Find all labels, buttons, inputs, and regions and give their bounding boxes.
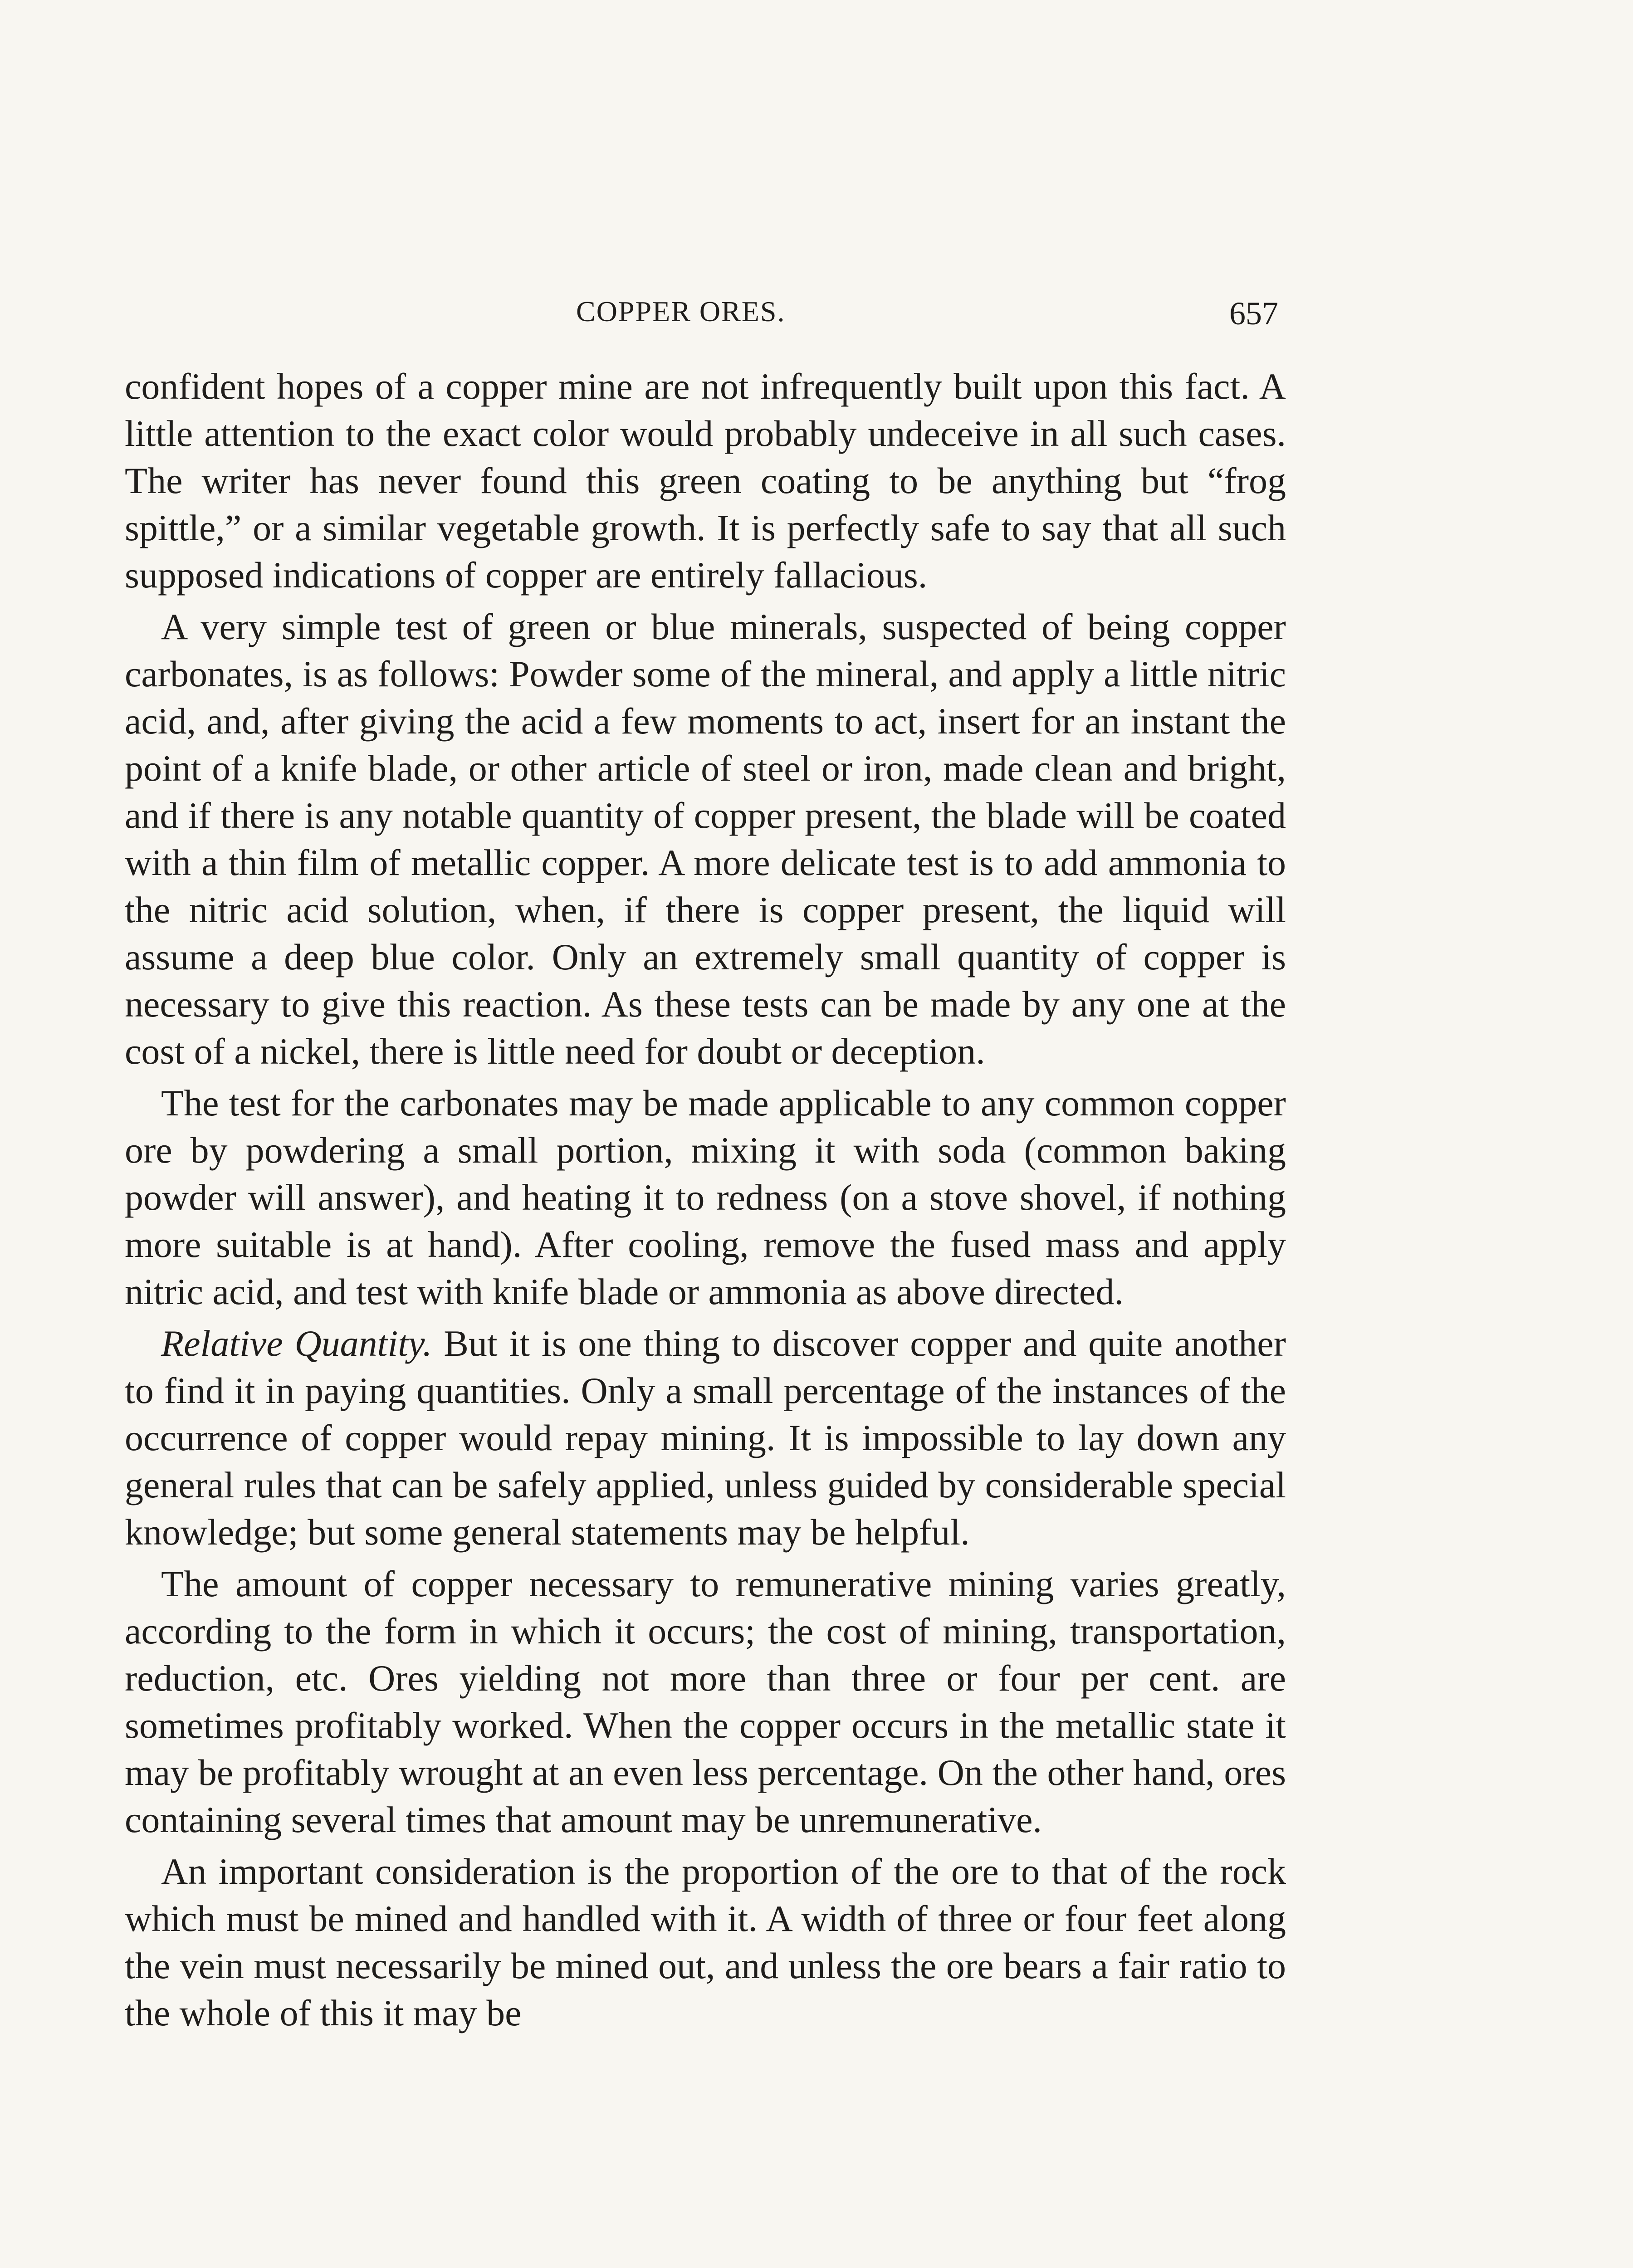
- paragraph-relative-quantity-text: But it is one thing to discover copper and quite another to find it in paying quantities. Only a small percentage of the instances of the occurrence of copper would repay mining. It is impossible to lay down any general rules that can be safely applied, unless guided by considerable special knowledge; but some general statements may be helpful.: [125, 1323, 1286, 1553]
- paragraph-amount-of-copper: The amount of copper necessary to remunerative mining varies greatly, according to the form in which it occurs; the cost of mining, transportation, reduction, etc. Ores yielding not more than three or four per cent. are sometimes profitably worked. When the copper occurs in the metallic state it may be profitably wrought at an even less percentage. On the other hand, ores containing several times that amount may be unremunerative.: [125, 1563, 1286, 1840]
- page-number: 657: [1229, 295, 1278, 332]
- paragraph-simple-test: A very simple test of green or blue minerals, suspected of being copper carbonates, is as follows: Powder some of the mineral, and apply a little nitric acid, and, after giving the acid a few moments to act, insert for an instant the point of a knife blade, or other article of steel or iron, made clean and bright, and if there is any notable quantity of copper present, the blade will be coated with a thin film of metallic copper. A more delicate test is to add ammonia to the nitric acid solution, when, if there is copper present, the liquid will assume a deep blue color. Only an extremely small quantity of copper is necessary to give this reaction. As these tests can be made by any one at the cost of a nickel, there is little need for doubt or deception.: [125, 606, 1286, 1072]
- body-text: [125, 363, 1286, 2037]
- paragraph-ore-proportion: An important consideration is the proportion of the ore to that of the rock which must be mined and handled with it. A width of three or four feet along the vein must necessarily be mined out, and unless the ore bears a fair ratio to the whole of this it may be: [125, 1851, 1286, 2033]
- section-heading-relative-quantity: Relative Quantity.: [161, 1323, 432, 1364]
- paragraph-continuation: confident hopes of a copper mine are not infrequently built upon this fact. A little attention to the exact color would probably undeceive in all such cases. The writer has never found this green coating to be anything but “frog spittle,” or a similar vegetable growth. It is perfectly safe to say that all such supposed indications of copper are entirely fallacious.: [125, 366, 1286, 596]
- paragraph-relative-quantity: [125, 1320, 1286, 1556]
- paragraph-carbonate-test: The test for the carbonates may be made applicable to any common copper ore by powdering a small portion, mixing it with soda (common baking powder will answer), and heating it to redness (on a stove shovel, if nothing more suitable is at hand). After cooling, remove the fused mass and apply nitric acid, and test with knife blade or ammonia as above directed.: [125, 1082, 1286, 1312]
- running-head: COPPER ORES.: [576, 295, 786, 327]
